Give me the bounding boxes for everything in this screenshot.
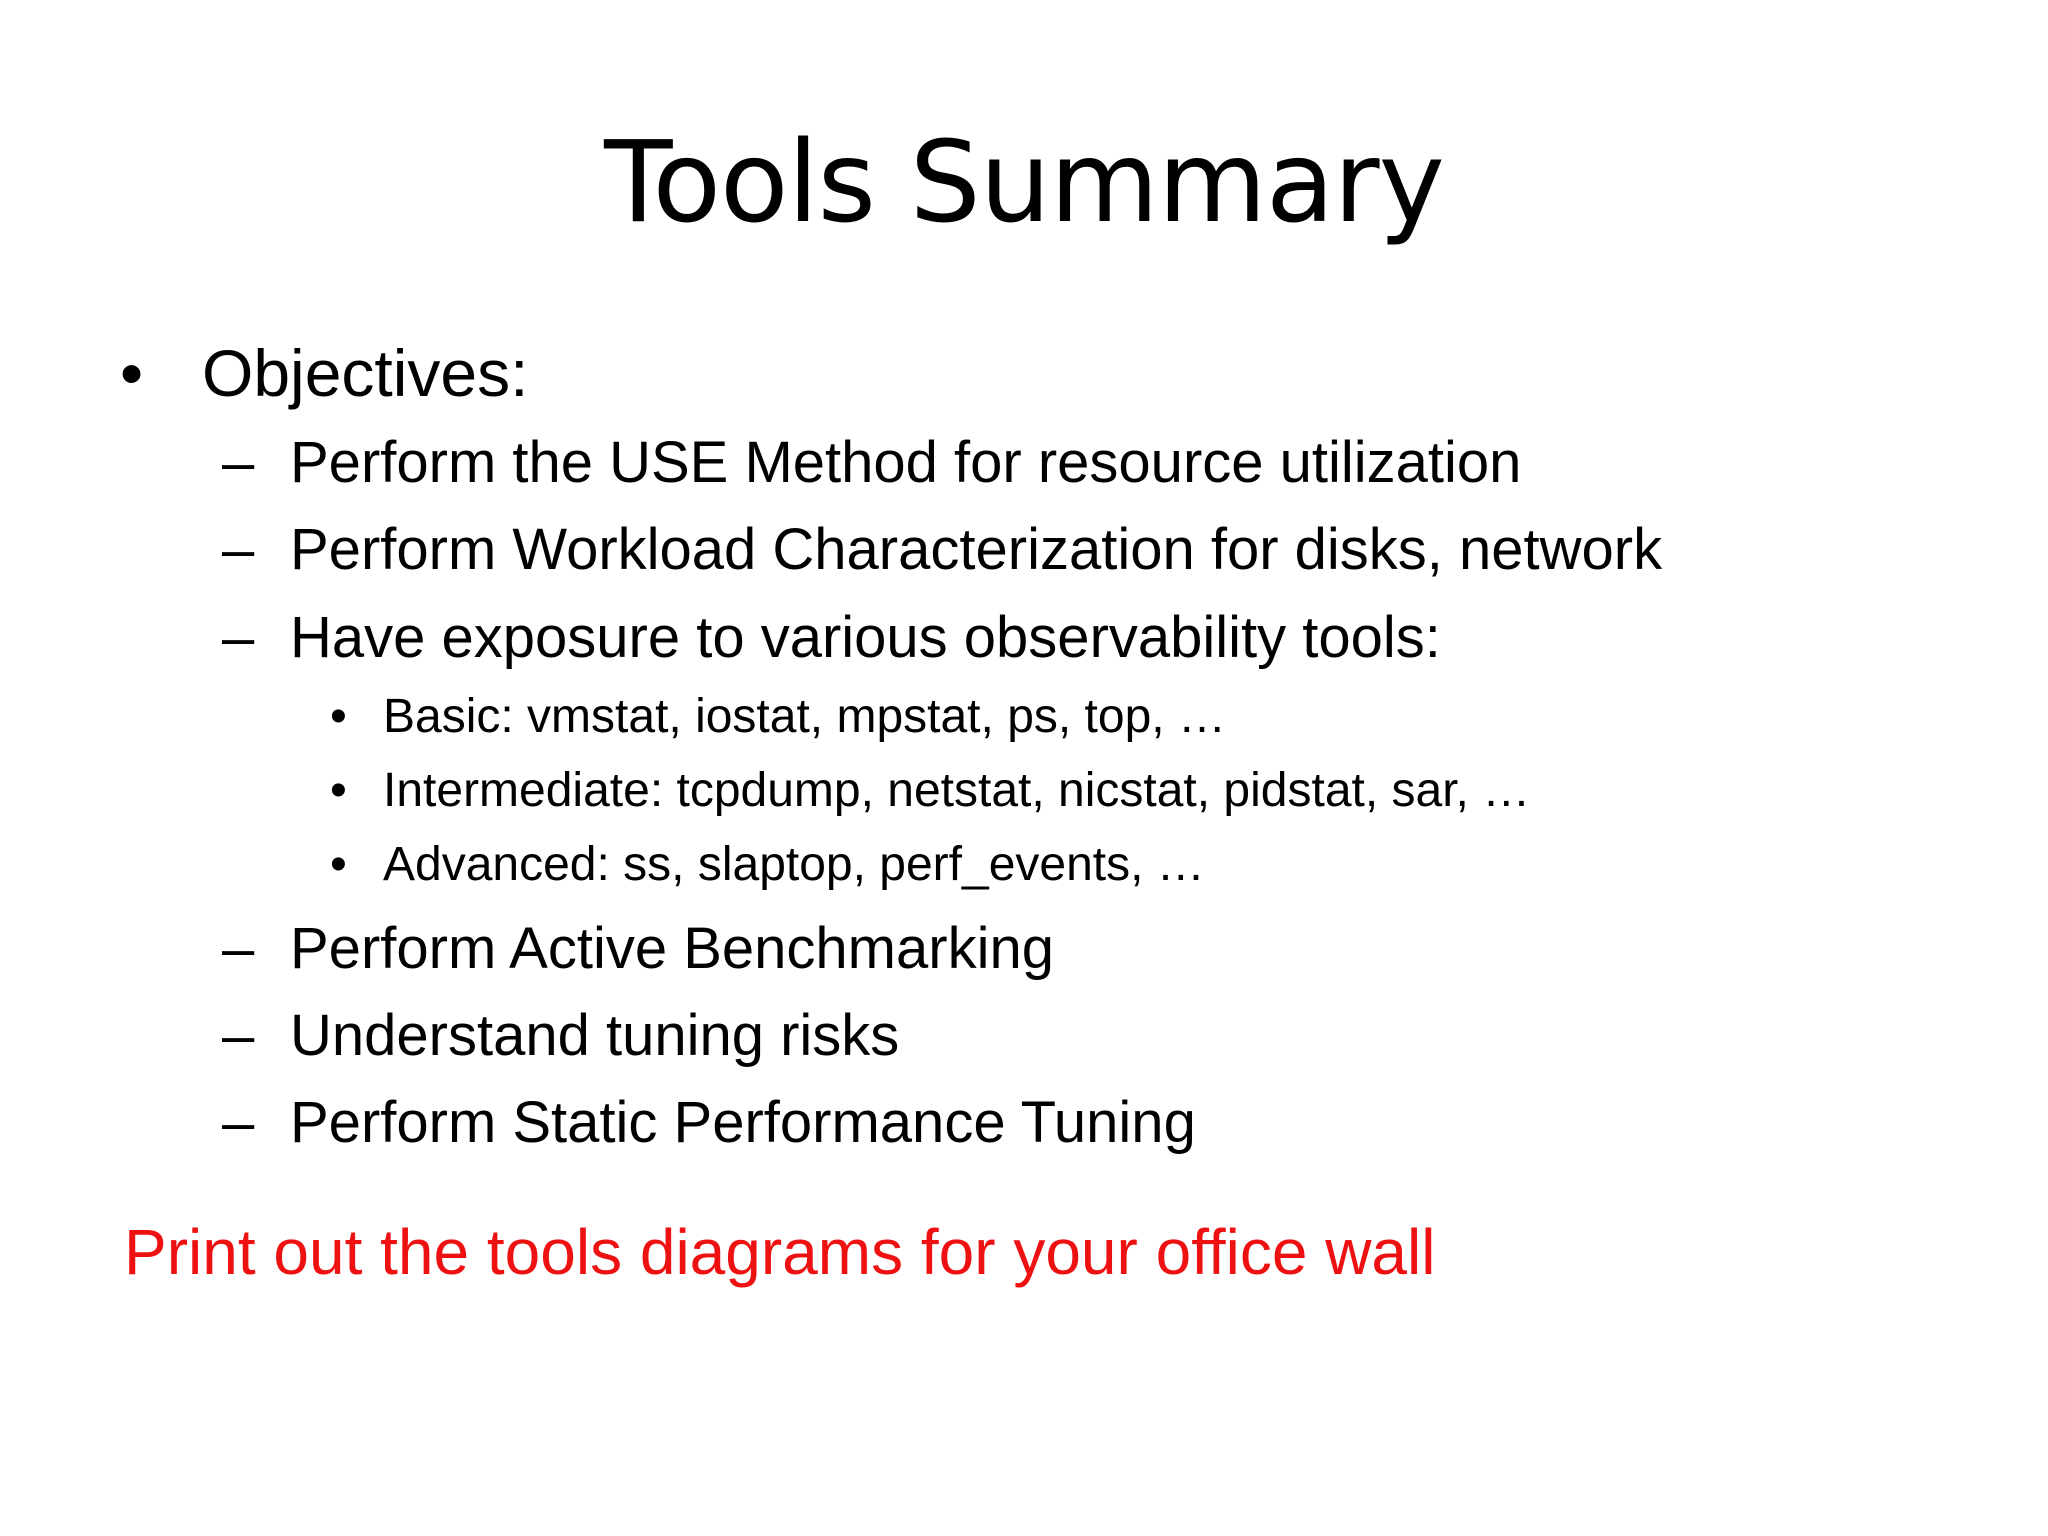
bullet-marker: •	[330, 690, 347, 743]
objective-item-text: Perform Static Performance Tuning	[290, 1090, 1196, 1155]
bullet-marker: •	[330, 764, 347, 817]
dash-marker: –	[222, 430, 255, 495]
dash-marker: –	[222, 1090, 255, 1155]
bullet-marker: •	[120, 336, 144, 410]
tool-subitem-text: Intermediate: tcpdump, netstat, nicstat, pidstat, sar, …	[383, 764, 1531, 817]
tool-subitem-text: Basic: vmstat, iostat, mpstat, ps, top, …	[383, 690, 1226, 743]
dash-marker: –	[222, 1003, 255, 1068]
slide-title: Tools Summary	[604, 118, 1444, 248]
bullet-marker: •	[330, 838, 347, 891]
objectives-label: Objectives:	[202, 336, 529, 410]
dash-marker: –	[222, 605, 255, 670]
objective-item-text: Perform the USE Method for resource utilization	[290, 430, 1522, 495]
objective-item-text: Have exposure to various observability tools:	[290, 605, 1441, 670]
dash-marker: –	[222, 916, 255, 981]
office-wall-note: Print out the tools diagrams for your office wall	[124, 1216, 1436, 1288]
objective-item-text: Perform Active Benchmarking	[290, 916, 1054, 981]
objective-item-text: Perform Workload Characterization for disks, network	[290, 517, 1663, 582]
objective-item-text: Understand tuning risks	[290, 1003, 900, 1068]
tool-subitem-text: Advanced: ss, slaptop, perf_events, …	[383, 838, 1205, 891]
dash-marker: –	[222, 517, 255, 582]
